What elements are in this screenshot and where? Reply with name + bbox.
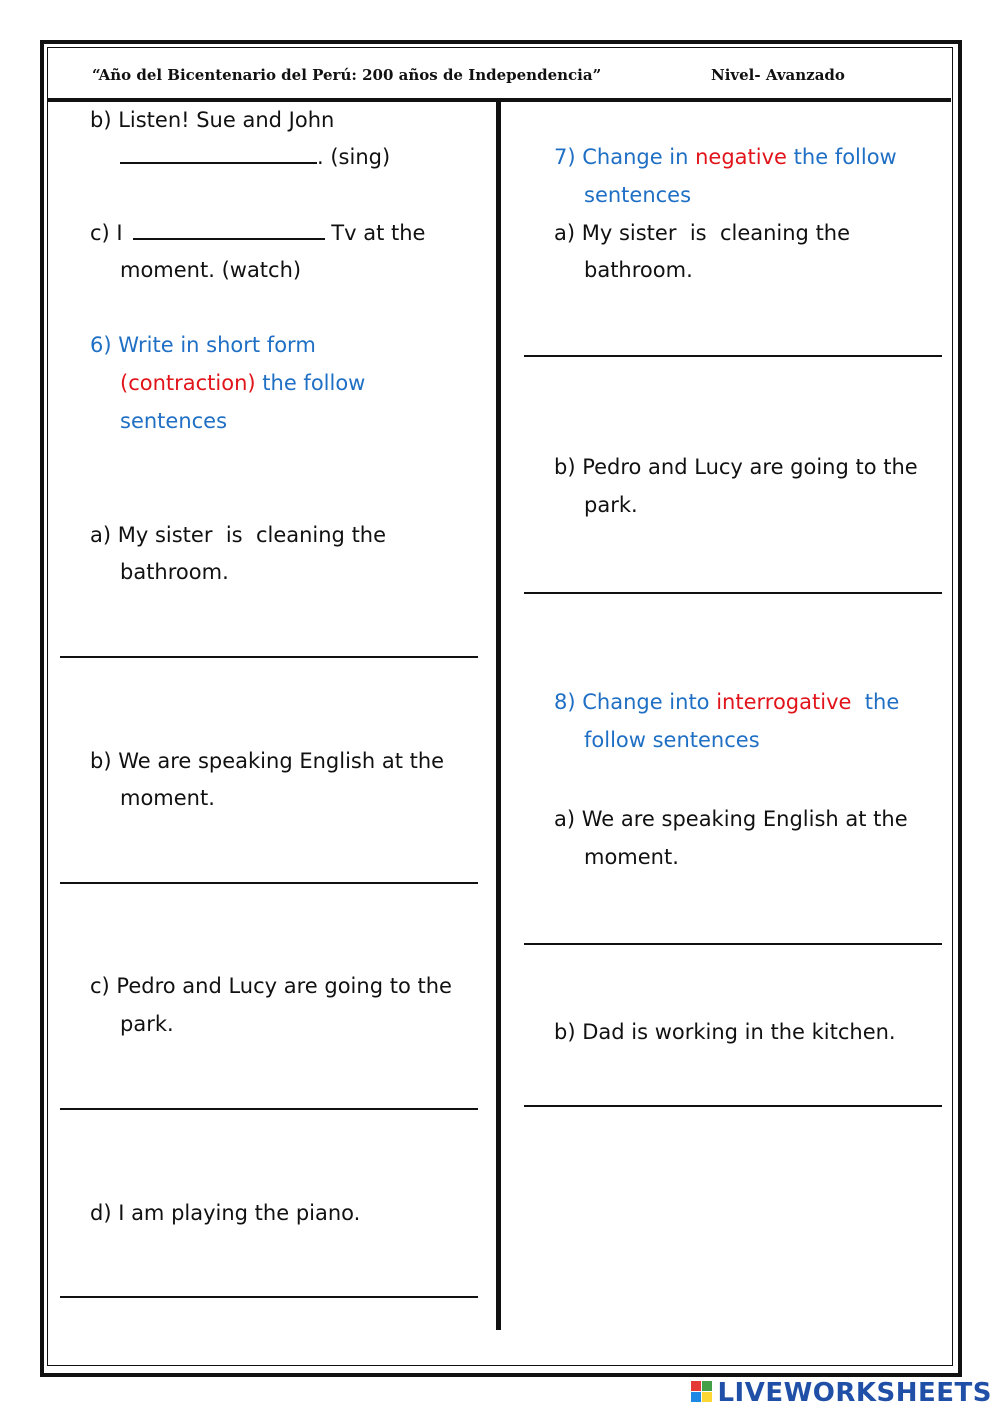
q7-heading-line1 bbox=[554, 139, 897, 176]
q8-heading-line2: follow sentences bbox=[584, 728, 760, 752]
q8-item-b-line1: b) Dad is working in the kitchen. bbox=[554, 1020, 896, 1044]
header-level: Nivel- Avanzado bbox=[711, 66, 845, 84]
q8-interrogative-word: interrogative bbox=[716, 690, 852, 714]
answer-line-q6-c[interactable] bbox=[60, 1108, 478, 1110]
q6-item-c-line2: park. bbox=[120, 1012, 174, 1036]
liveworksheets-logo-icon bbox=[691, 1381, 713, 1403]
q7-heading-line2: sentences bbox=[584, 183, 692, 207]
q6-heading-line3: sentences bbox=[120, 409, 228, 433]
left-c-watch-suffix: Tv at the bbox=[331, 221, 426, 245]
q7-heading-part2: the follow bbox=[786, 145, 897, 169]
blank-line bbox=[133, 216, 325, 240]
q6-item-b-line1: b) We are speaking English at the bbox=[90, 749, 445, 773]
answer-line-q8-a[interactable] bbox=[524, 943, 942, 945]
q6-item-b-line2: moment. bbox=[120, 786, 215, 810]
q6-item-a-line2: bathroom. bbox=[120, 560, 229, 584]
q8-heading-part1: 8) Change into bbox=[554, 690, 717, 714]
answer-line-q8-b[interactable] bbox=[524, 1105, 942, 1107]
q6-heading-line1: 6) Write in short form bbox=[90, 333, 316, 357]
q8-item-a-line1: a) We are speaking English at the bbox=[554, 807, 908, 831]
left-item-b-listen-line2 bbox=[120, 139, 390, 176]
liveworksheets-logo bbox=[691, 1378, 992, 1408]
left-b-listen-suffix: . (sing) bbox=[317, 145, 391, 169]
q8-heading-line1 bbox=[554, 684, 899, 721]
q6-contraction-word: (contraction) bbox=[120, 371, 256, 395]
left-c-watch-line2: moment. (watch) bbox=[120, 258, 302, 282]
q7-item-a-line1: a) My sister is cleaning the bbox=[554, 221, 851, 245]
q7-item-a-line2: bathroom. bbox=[584, 258, 693, 282]
q6-item-d-line1: d) I am playing the piano. bbox=[90, 1201, 361, 1225]
q7-item-b-line2: park. bbox=[584, 493, 638, 517]
answer-line-q6-d[interactable] bbox=[60, 1296, 478, 1298]
answer-line-q7-a[interactable] bbox=[524, 355, 942, 357]
left-b-listen-prefix: b) Listen! Sue and John bbox=[90, 108, 335, 132]
left-item-b-listen bbox=[90, 102, 334, 139]
header-title: “Año del Bicentenario del Perú: 200 años de Independencia” bbox=[92, 66, 602, 84]
column-divider bbox=[496, 102, 501, 1330]
answer-line-q6-b[interactable] bbox=[60, 882, 478, 884]
blank-line bbox=[120, 140, 317, 164]
q6-item-c-line1: c) Pedro and Lucy are going to the bbox=[90, 974, 452, 998]
q7-item-b-line1: b) Pedro and Lucy are going to the bbox=[554, 455, 918, 479]
left-c-watch-prefix: c) I bbox=[90, 221, 123, 245]
q7-heading-part1: 7) Change in bbox=[554, 145, 696, 169]
answer-line-q7-b[interactable] bbox=[524, 592, 942, 594]
liveworksheets-logo-text: LIVEWORKSHEETS bbox=[717, 1378, 992, 1408]
q7-negative-word: negative bbox=[695, 145, 787, 169]
q6-item-a-line1: a) My sister is cleaning the bbox=[90, 523, 387, 547]
q8-heading-part2: the bbox=[851, 690, 900, 714]
q6-heading-line2 bbox=[120, 365, 365, 402]
q8-item-a-line2: moment. bbox=[584, 845, 679, 869]
q6-heading-part2: the follow bbox=[255, 371, 366, 395]
answer-line-q6-a[interactable] bbox=[60, 656, 478, 658]
left-item-c-watch bbox=[90, 215, 425, 252]
